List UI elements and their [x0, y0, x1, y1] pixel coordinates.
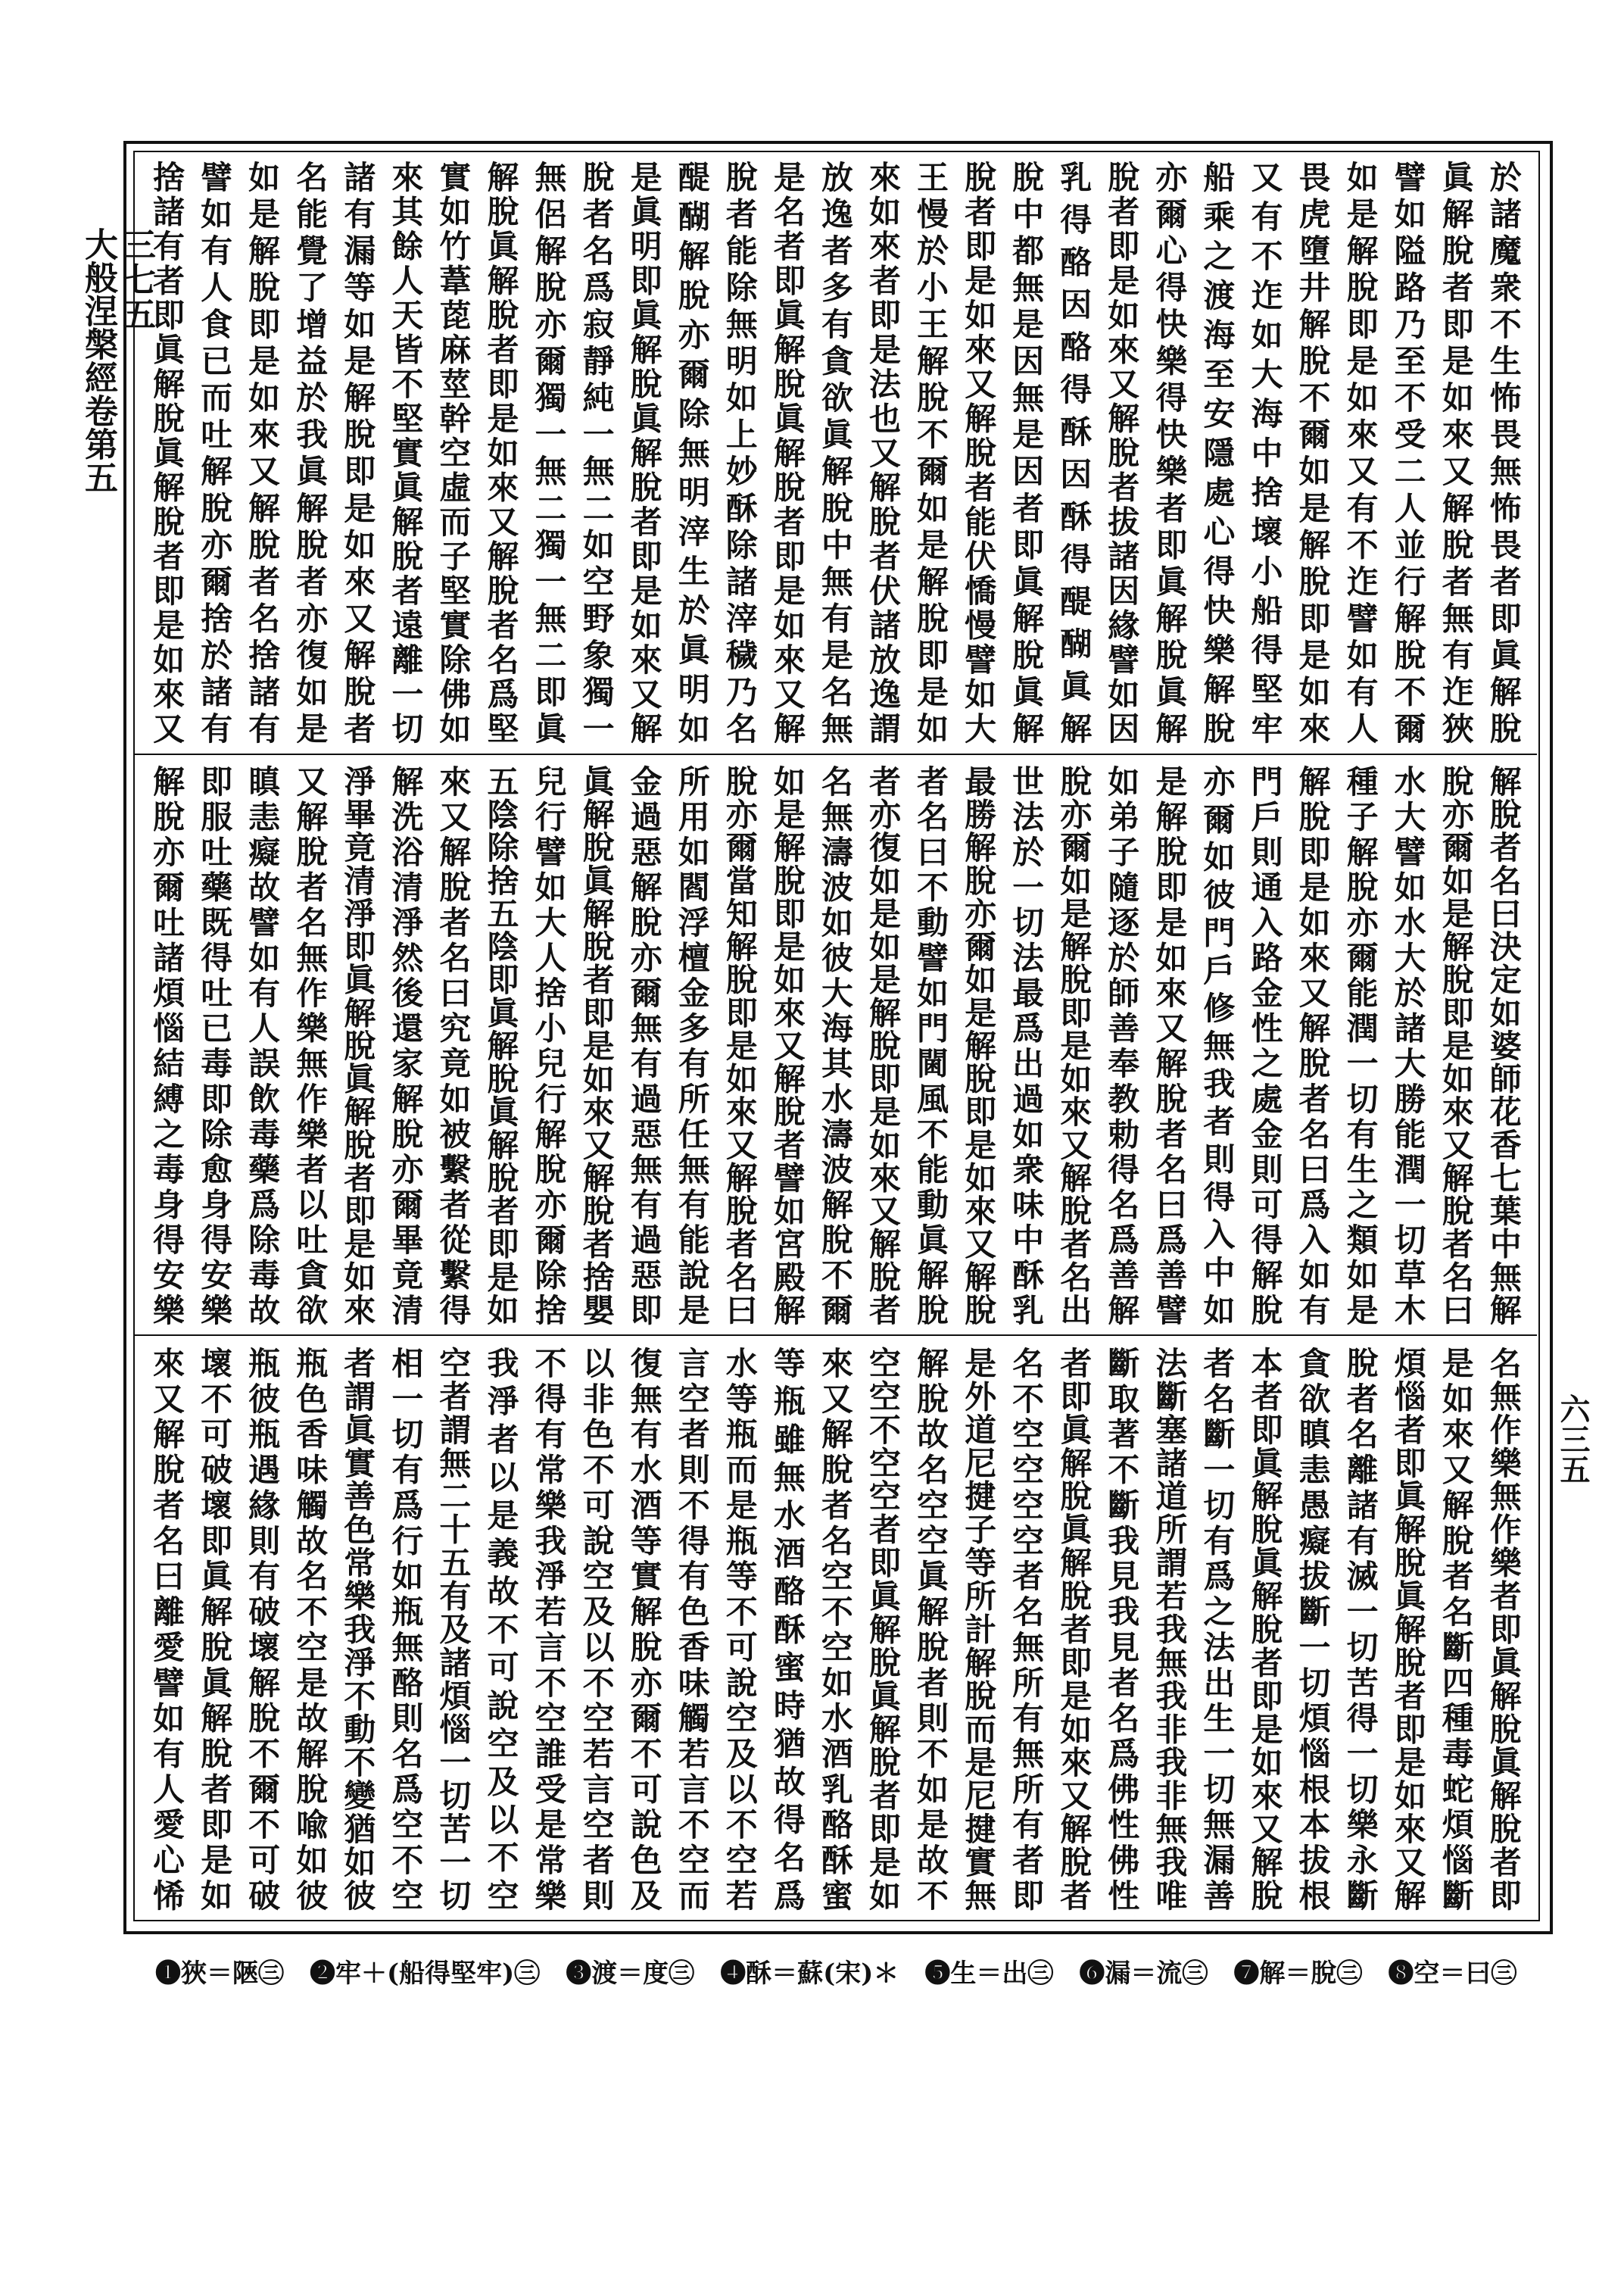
text-column: 空空不空空者即眞解脫眞解脫者即是如: [864, 1347, 902, 1911]
register-bottom: [144, 1347, 1526, 1911]
text-column: 又解脫者名無作樂無作樂者以吐貪欲: [291, 765, 329, 1325]
text-column: 壞不可破壞即眞解脫眞解脫者即是如: [196, 1347, 234, 1911]
text-column: 是解脫即是如來又解脫者名曰爲善譬: [1151, 765, 1189, 1325]
text-column: 者名斷一切有爲之法出生一切無漏善: [1199, 1347, 1236, 1911]
text-column: 復無有水酒等實解脫亦爾不可說色及: [625, 1347, 663, 1911]
text-column: 名不空空空空者名無所有無所有者即: [1008, 1347, 1046, 1911]
text-column: 本者即眞解脫眞解脫者即是如來又解脫: [1246, 1347, 1284, 1911]
text-column: 來又解脫者名曰究竟如被繫者從繫得: [435, 765, 472, 1325]
text-column: 以非色不可說空及以不空若言空者則: [578, 1347, 616, 1911]
text-column: 亦爾心得快樂得快樂者即眞解脫眞解: [1151, 161, 1189, 744]
text-column: 解洗浴清淨然後還家解脫亦爾畢竟清: [387, 765, 425, 1325]
text-column: 脫亦爾當知解脫即是如來又解脫者名曰: [721, 765, 759, 1325]
text-column: 空者謂無二十五有及諸煩惱一切苦一切: [435, 1347, 472, 1911]
footnote: ❷牢＋(船得堅牢)㊂: [310, 1958, 541, 1989]
text-column: 如是解脫即是如來又解脫者名捨諸有: [244, 161, 282, 744]
footnote: ❻漏＝流㊂: [1079, 1958, 1208, 1989]
text-column: 兒行譬如大人捨小兒行解脫亦爾除捨: [530, 765, 568, 1325]
text-column: 眞解脫者即是如來又解脫者無有迮狹: [1437, 161, 1475, 744]
text-column: 相一切有爲行如瓶無酪則名爲空不空: [387, 1347, 425, 1911]
text-column: 船乘之渡海至安隱處心得快樂解脫: [1199, 161, 1236, 744]
text-column: 瓶彼瓶遇緣則有破壞解脫不爾不可破: [244, 1347, 282, 1911]
text-column: 譬如隘路乃至不受二人並行解脫不爾: [1389, 161, 1427, 744]
text-column: 解脫亦爾吐諸煩惱結縛之毒身得安樂: [148, 765, 185, 1325]
text-column: 名能覺了增益於我眞解脫者亦復如是: [291, 161, 329, 744]
text-column: 脫者名離諸有滅一切苦得一切樂永斷: [1342, 1347, 1379, 1911]
text-column: 是外道尼揵子等所計解脫而是尼揵實無: [960, 1347, 998, 1911]
text-column: 解脫者名曰決定如婆師花香七葉中無解: [1485, 765, 1523, 1325]
text-column: 斷取著不斷我見我見者名爲佛性佛性: [1103, 1347, 1141, 1911]
text-column: 醍醐解脫亦爾除無明滓生於眞明如: [673, 161, 711, 744]
text-column: 如是解脫即是如來又解脫者譬如宮殿解: [768, 765, 806, 1325]
text-column: 水大譬如水大於諸大勝能潤一切草木: [1389, 765, 1427, 1325]
text-column: 所用如閻浮檀金多有所任無有能說是: [673, 765, 711, 1325]
text-column: 來又解脫者名空不空如水酒乳酪酥蜜: [816, 1347, 854, 1911]
text-column: 即服吐藥既得吐已毒即除愈身得安樂: [196, 765, 234, 1325]
scroll-title: 大般涅槃經卷第五: [79, 227, 117, 494]
text-column: 脫亦爾如是解脫即是如來又解脫者名出: [1055, 765, 1093, 1325]
text-column: 脫者即是如來又解脫者能伏憍慢譬如大: [960, 161, 998, 744]
text-column: 來又解脫者名曰離愛譬如有人愛心悕: [148, 1347, 185, 1911]
text-column: 眞解脫眞解脫者即是如來又解脫者捨嬰: [578, 765, 616, 1325]
page-number-right: 六三五: [1555, 1393, 1591, 1484]
text-column: 王慢於小王解脫不爾如是解脫即是如: [912, 161, 949, 744]
text-column: 解脫故名空空眞解脫者則不如是故不: [912, 1347, 949, 1911]
text-column: 畏虎墮井解脫不爾如是解脫即是如來: [1294, 161, 1332, 744]
footnote: ❶狹＝陿㊂: [155, 1958, 284, 1989]
register-divider-bottom: [135, 1334, 1537, 1336]
register-divider-top: [135, 754, 1537, 755]
footnote: ❽空＝曰㊂: [1388, 1958, 1517, 1989]
text-column: 法斷塞諸道所謂若我無我非我非無我唯: [1151, 1347, 1189, 1911]
text-column: 是眞明即眞解脫眞解脫者即是如來又解: [625, 161, 663, 744]
left-margin: [79, 227, 154, 494]
text-column: 是名者即眞解脫眞解脫者即是如來又解: [768, 161, 806, 744]
text-column: 我淨者以是義故不可說空及以不空: [482, 1347, 520, 1911]
text-column: 來其餘人天皆不堅實眞解脫者遠離一切: [387, 161, 425, 744]
text-column: 脫者即是如來又解脫者拔諸因緣譬如因: [1103, 161, 1141, 744]
text-column: 脫者能除無明如上妙酥除諸滓穢乃名: [721, 161, 759, 744]
text-column: 世法於一切法最爲出過如衆味中酥乳: [1008, 765, 1046, 1325]
footnote: ❺生＝出㊂: [924, 1958, 1054, 1989]
register-top: [144, 161, 1526, 744]
text-column: 貪欲瞋恚愚癡拔斷一切煩惱根本拔根: [1294, 1347, 1332, 1911]
footnote: ❹酥＝蘇(宋)＊: [720, 1958, 899, 1989]
text-column: 名無作樂無作樂者即眞解脫眞解脫者即: [1485, 1347, 1523, 1911]
text-column: 等瓶雖無水酒酪酥蜜時猶故得名爲: [768, 1347, 806, 1911]
text-column: 捨諸有者即眞解脫眞解脫者即是如來又: [148, 161, 185, 744]
register-middle: [144, 765, 1526, 1325]
text-column: 解脫即是如來又解脫者名曰爲入如有: [1294, 765, 1332, 1325]
text-column: 不得有常樂我淨若言不空誰受是常樂: [530, 1347, 568, 1911]
text-column: 是如來又解脫者名斷四種毒蛇煩惱斷: [1437, 1347, 1475, 1911]
text-column: 名無濤波如彼大海其水濤波解脫不爾: [816, 765, 854, 1325]
text-column: 來如來者即是法也又解脫者伏諸放逸謂: [864, 161, 902, 744]
text-column: 脫亦爾如是解脫即是如來又解脫者名曰: [1437, 765, 1475, 1325]
footnote: ❼解＝脫㊂: [1233, 1958, 1363, 1989]
text-column: 乳得酪因酪得酥因酥得醍醐眞解: [1055, 161, 1093, 744]
text-column: 諸有漏等如是解脫即是如來又解脫者: [339, 161, 377, 744]
text-column: 瞋恚癡故譬如有人誤飲毒藥爲除毒故: [244, 765, 282, 1325]
text-column: 如弟子隨逐於師善奉教勅得名爲善解: [1103, 765, 1141, 1325]
text-column: 者謂眞實善色常樂我淨不動不變猶如彼: [339, 1347, 377, 1911]
text-column: 如是解脫即是如來又有不迮譬如有人: [1342, 161, 1379, 744]
text-column: 者名曰不動譬如門閫風不能動眞解脫: [912, 765, 949, 1325]
text-column: 瓶色香味觸故名不空是故解脫喩如彼: [291, 1347, 329, 1911]
text-column: 解脫眞解脫者即是如來又解脫者名爲堅: [482, 161, 520, 744]
footnote: ❸渡＝度㊂: [566, 1958, 695, 1989]
text-column: 者亦復如是如是解脫即是如來又解脫者: [864, 765, 902, 1325]
text-column: 最勝解脫亦爾如是解脫即是如來又解脫: [960, 765, 998, 1325]
text-column: 言空者則不得有色香味觸若言不空而: [673, 1347, 711, 1911]
text-column: 水等瓶而是瓶等不可說空及以不空若: [721, 1347, 759, 1911]
text-column: 種子解脫亦爾能潤一切有生之類如是: [1342, 765, 1379, 1325]
text-column: 者即眞解脫眞解脫者即是如來又解脫者: [1055, 1347, 1093, 1911]
text-column: 脫者名爲寂靜純一無二如空野象獨一: [578, 161, 616, 744]
text-column: 於諸魔衆不生怖畏無怖畏者即眞解脫: [1485, 161, 1523, 744]
text-column: 又有不迮如大海中捨壞小船得堅牢: [1246, 161, 1284, 744]
text-column: 門戶則通入路金性之處金則可得解脫: [1246, 765, 1284, 1325]
page-number-left: 三七五: [117, 227, 155, 332]
text-column: 五陰除捨五陰即眞解脫眞解脫者即是如: [482, 765, 520, 1325]
text-column: 煩惱者即眞解脫眞解脫者即是如來又解: [1389, 1347, 1427, 1911]
text-column: 脫中都無是因無是因者即眞解脫眞解: [1008, 161, 1046, 744]
text-column: 亦爾如彼門戶修無我者則得入中如: [1199, 765, 1236, 1325]
footnotes: [155, 1952, 1516, 1990]
text-column: 淨畢竟清淨即眞解脫眞解脫者即是如來: [339, 765, 377, 1325]
text-column: 放逸者多有貪欲眞解脫中無有是名無: [816, 161, 854, 744]
text-column: 金過惡解脫亦爾無有過惡無有過惡即: [625, 765, 663, 1325]
text-column: 無侶解脫亦爾獨一無二獨一無二即眞: [530, 161, 568, 744]
text-column: 譬如有人食已而吐解脫亦爾捨於諸有: [196, 161, 234, 744]
text-column: 實如竹葦萞麻莖幹空虛而子堅實除佛如: [435, 161, 472, 744]
